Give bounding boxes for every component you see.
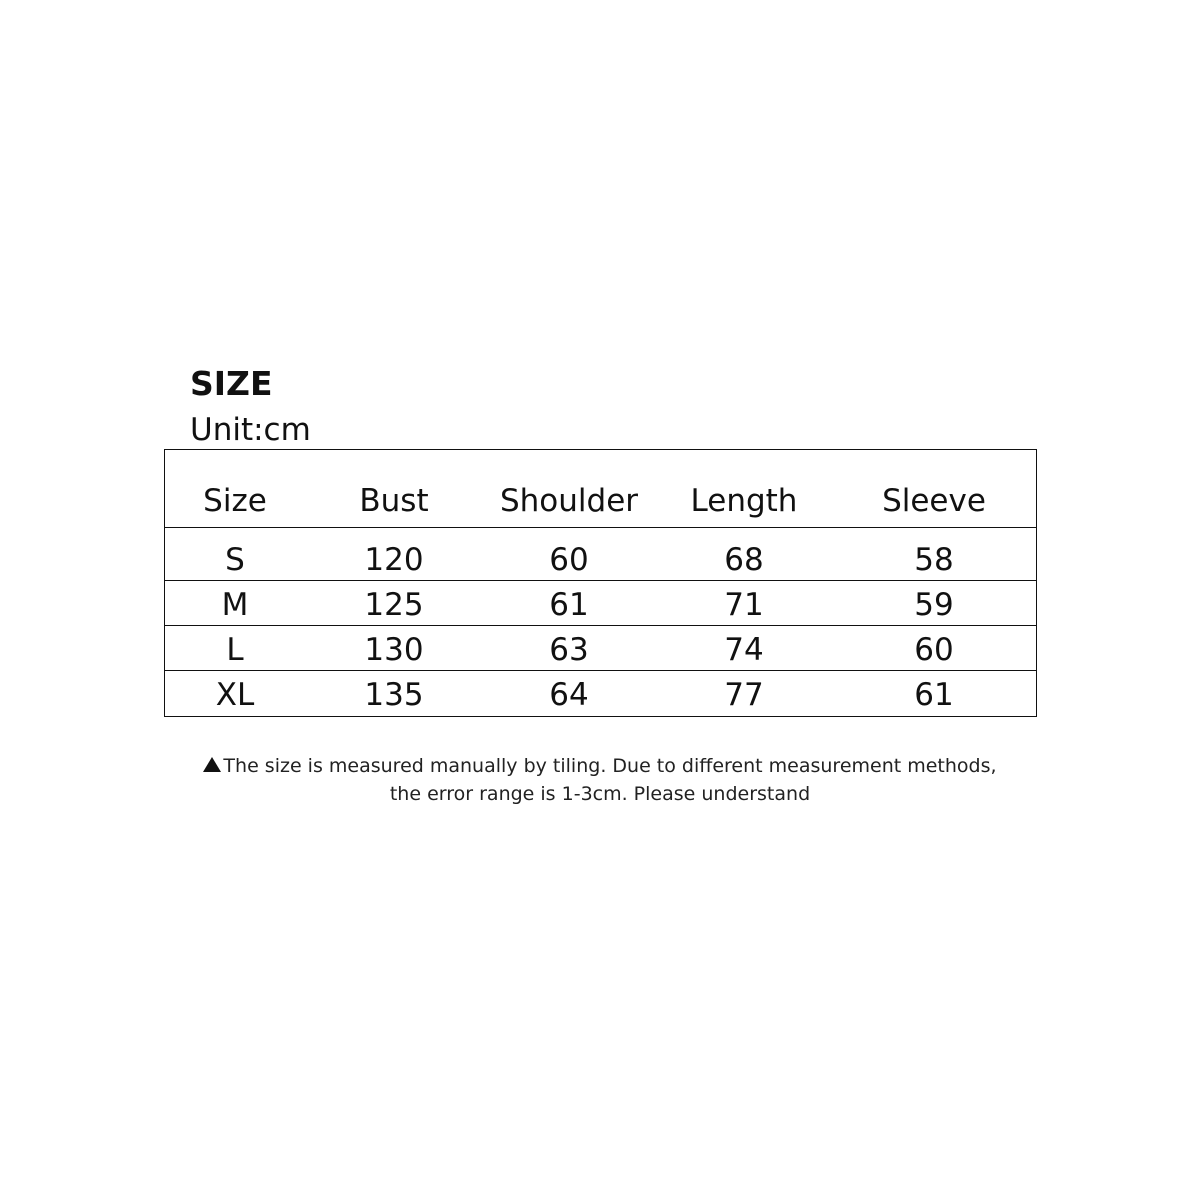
cell-bust: 125 [364,587,424,623]
cell-shoulder: 64 [549,677,589,713]
table-row [165,671,1036,716]
triangle-up-icon [203,757,221,772]
measurement-note [185,752,1015,808]
cell-size: M [221,587,249,623]
cell-length: 68 [724,542,764,578]
table-row [165,626,1036,671]
cell-bust: 130 [364,632,424,668]
header-shoulder: Shoulder [499,483,639,519]
cell-sleeve: 59 [914,587,954,623]
size-table [164,449,1037,717]
header-sleeve: Sleeve [882,483,986,519]
unit-label: Unit:cm [190,412,311,448]
header-length: Length [690,483,798,519]
cell-shoulder: 61 [549,587,589,623]
cell-bust: 135 [364,677,424,713]
table-row [165,528,1036,581]
cell-size: XL [215,677,255,713]
cell-sleeve: 60 [914,632,954,668]
cell-sleeve: 61 [914,677,954,713]
table-header-row [165,450,1036,528]
page-title: SIZE [190,364,273,403]
measurement-note-text: The size is measured manually by tiling. Due to different measurement methods, the error range is 1-3cm. Please understand [223,755,997,805]
cell-size: S [225,542,245,578]
cell-size: L [226,632,244,668]
header-size: Size [203,483,267,519]
table-row [165,581,1036,626]
cell-length: 71 [724,587,764,623]
cell-shoulder: 60 [549,542,589,578]
cell-bust: 120 [364,542,424,578]
cell-length: 77 [724,677,764,713]
cell-sleeve: 58 [914,542,954,578]
header-bust: Bust [359,483,429,519]
cell-length: 74 [724,632,764,668]
cell-shoulder: 63 [549,632,589,668]
